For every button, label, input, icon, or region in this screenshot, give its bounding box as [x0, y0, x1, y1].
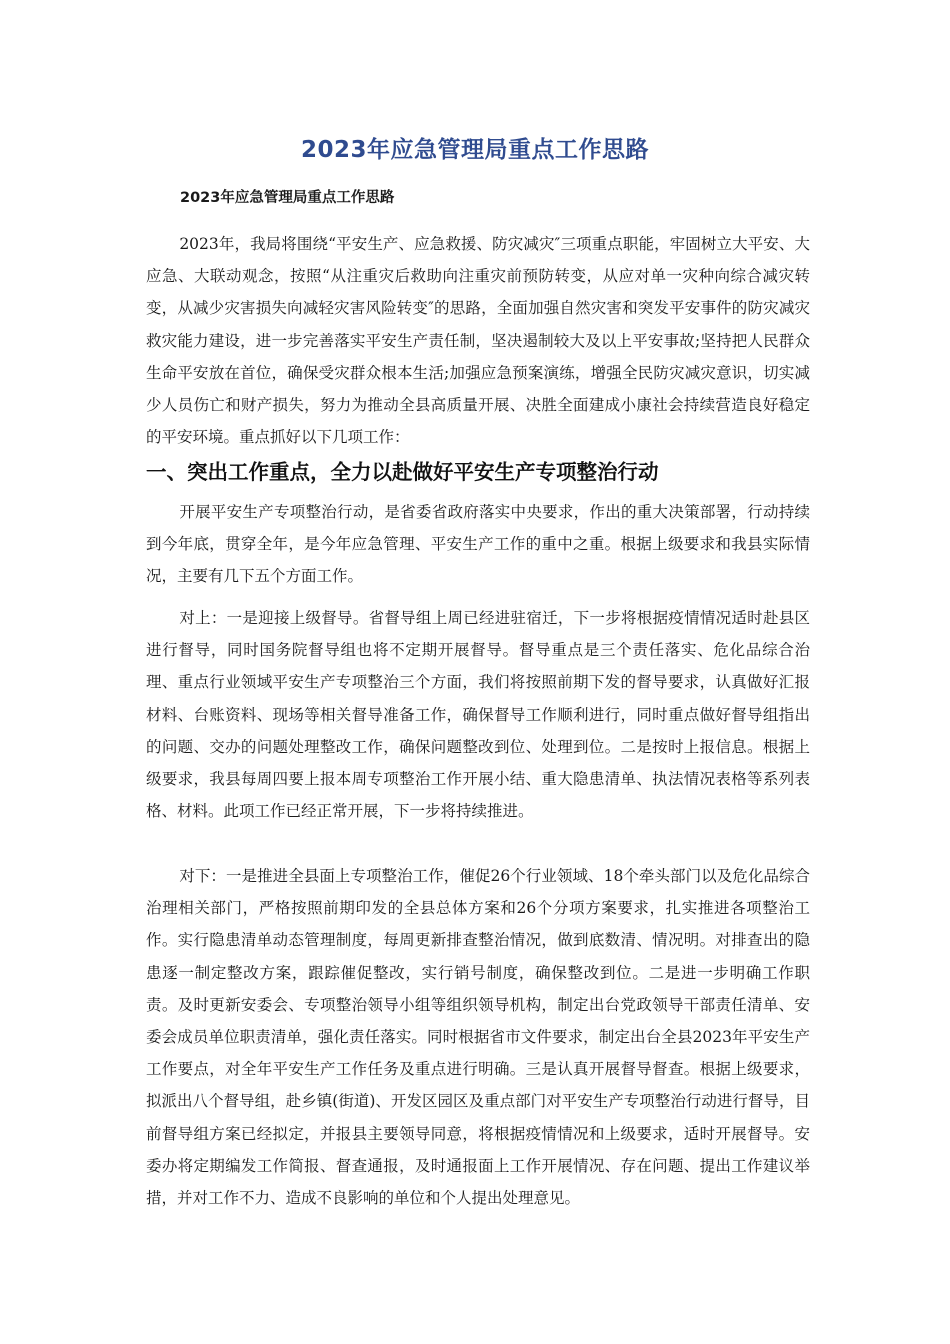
document-subtitle: 2023年应急管理局重点工作思路 [180, 190, 395, 206]
body-paragraph-upward: 对上：一是迎接上级督导。省督导组上周已经进驻宿迁，下一步将根据疫情情况适时赴县区进行督导，同时国务院督导组也将不定期开展督导。督导重点是三个责任落实、危化品综合治理、重点行业领域平安生产专项整治三个方面，我们将按照前期下发的督导要求，认真做好汇报材料、台账资料、现场等相关督导准备工作，确保督导工作顺利进行，同时重点做好督导组指出的问题、交办的问题处理整改工作，确保问题整改到位、处理到位。二是按时上报信息。根据上级要求，我县每周四要上报本周专项整治工作开展小结、重大隐患清单、执法情况表格等系列表格、材料。此项工作已经正常开展，下一步将持续推进。 [146, 609, 810, 821]
body-paragraph-overview: 开展平安生产专项整治行动，是省委省政府落实中央要求，作出的重大决策部署，行动持续到今年底，贯穿全年，是今年应急管理、平安生产工作的重中之重。根据上级要求和我县实际情况，主要有几下五个方面工作。 [146, 503, 810, 586]
section-heading-1: 一、突出工作重点，全力以赴做好平安生产专项整治行动 [146, 460, 659, 484]
document-title: 2023年应急管理局重点工作思路 [300, 137, 649, 163]
intro-paragraph: 2023年，我局将围绕“平安生产、应急救援、防灾减灾″三项重点职能，牢固树立大平安、大应急、大联动观念，按照“从注重灾后救助向注重灾前预防转变，从应对单一灾种向综合减灾转变，从减少灾害损失向减轻灾害风险转变″的思路，全面加强自然灾害和突发平安事件的防灾减灾救灾能力建设，进一步完善落实平安生产责任制，坚决遏制较大及以上平安事故;坚持把人民群众生命平安放在首位，确保受灾群众根本生活;加强应急预案演练，增强全民防灾减灾意识，切实减少人员伤亡和财产损失，努力为推动全县高质量开展、决胜全面建成小康社会持续营造良好稳定的平安环境。重点抓好以下几项工作： [146, 235, 810, 447]
body-paragraph-downward: 对下：一是推进全县面上专项整治工作，催促26个行业领域、18个牵头部门以及危化品综合治理相关部门，严格按照前期印发的全县总体方案和26个分项方案要求，扎实推进各项整治工作。实行隐患清单动态管理制度，每周更新排查整治情况，做到底数清、情况明。对排查出的隐患逐一制定整改方案，跟踪催促整改，实行销号制度，确保整改到位。二是进一步明确工作职责。及时更新安委会、专项整治领导小组等组织领导机构，制定出台党政领导干部责任清单、安委会成员单位职责清单，强化责任落实。同时根据省市文件要求，制定出台全县2023年平安生产工作要点，对全年平安生产工作任务及重点进行明确。三是认真开展督导督查。根据上级要求，拟派出八个督导组，赴乡镇(街道)、开发区园区及重点部门对平安生产专项整治行动进行督导，目前督导组方案已经拟定，并报县主要领导同意，将根据疫情情况和上级要求，适时开展督导。安委办将定期编发工作简报、督查通报，及时通报面上工作开展情况、存在问题、提出工作建议举措，并对工作不力、造成不良影响的单位和个人提出处理意见。 [146, 867, 810, 1208]
